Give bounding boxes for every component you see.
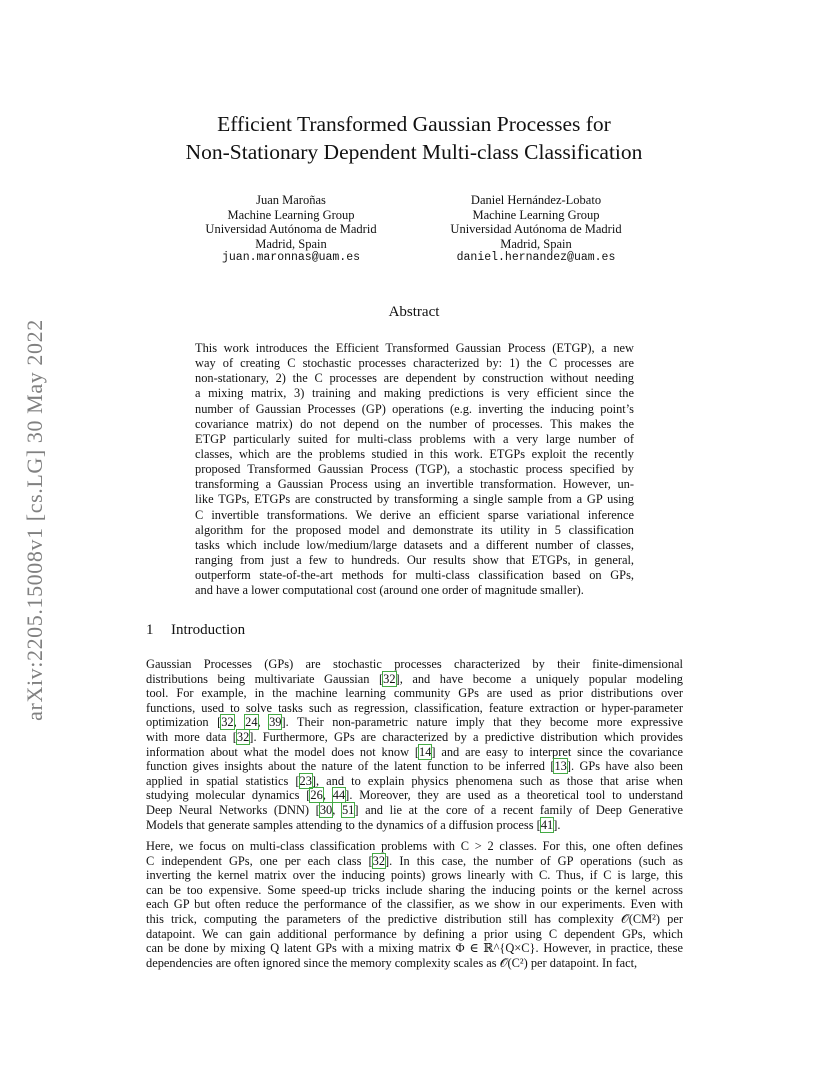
section-title: Introduction	[171, 622, 246, 638]
abstract-line: proposed Transformed Gaussian Process (TGP), a stochastic process specified by	[195, 462, 634, 477]
citation-link[interactable]: 32	[372, 853, 386, 868]
citation-link[interactable]: 32	[383, 671, 396, 686]
citation-link[interactable]: 51	[341, 802, 355, 817]
paragraph-line: tool. For example, in the machine learning community GPs are used as prior distributions over	[146, 686, 683, 701]
arxiv-side-stamp	[23, 282, 47, 758]
paragraph-line: can be done by mixing Q latent GPs with a mixing matrix Φ ∈ ℝ^{Q×C}. However, in practice, these	[146, 941, 683, 956]
author-university: Universidad Autónoma de Madrid	[450, 222, 622, 236]
paragraph-line: Here, we focus on multi-class classification problems with C > 2 classes. For this, one often defines	[146, 839, 683, 853]
author-block-2	[416, 193, 656, 266]
abstract-line: tasks which include low/medium/large datasets and a different number of classes,	[195, 537, 634, 552]
abstract-line: C invertible transformations. We derive an efficient sparse variational inference	[195, 507, 634, 522]
citation-link[interactable]: 39	[269, 715, 282, 730]
paragraph-line: applied in spatial statistics [23], and to explain physics phenomena such as those that arise when	[146, 773, 684, 788]
paragraph-line: functions, used to solve tasks such as regression, classification, feature extraction or hyper-parameter	[146, 700, 683, 715]
paragraph-line: inverting the kernel matrix over the inducing points) grows linearly with C. Thus, if C is large, this	[146, 868, 683, 883]
paragraph-line: C independent GPs, one per each class [32]. In this case, the number of GP operations (such as	[146, 853, 683, 868]
paragraph-line: with more data [32]. Furthermore, GPs are characterized by a predictive distribution which provides	[146, 729, 684, 744]
author-location: Madrid, Spain	[500, 236, 572, 251]
citation-link[interactable]: 23	[299, 773, 312, 788]
paragraph-line: Gaussian Processes (GPs) are stochastic processes characterized by their finite-dimensional	[146, 657, 683, 671]
paragraph-line: information about what the model does not know [14] and are easy to interpret since the covariance	[146, 744, 683, 759]
abstract-line: like TGPs, ETGPs are constructed by transforming a single sample from a GP using	[195, 492, 634, 507]
citation-link[interactable]: 26	[310, 788, 323, 803]
paragraph-line: function gives insights about the nature of the latent function to be inferred [13]. GPs have also been	[146, 759, 683, 774]
author-name: Juan Maroñas	[256, 193, 326, 207]
introduction-paragraph-1	[146, 657, 683, 832]
abstract-line: ETGP particularly suited for multi-class problems with a very large number of	[195, 431, 634, 446]
abstract-heading: Abstract	[388, 304, 440, 320]
paragraph-line: optimization [32, 24, 39]. Their non-parametric nature imply that they become more expressive	[146, 715, 684, 730]
abstract-line: transforming a Gaussian Process using an invertible transformation. However, un-	[195, 477, 634, 492]
paragraph-line: each GP but often reduce the performance of the classifier, as we show in our experiments. Even with	[146, 897, 683, 912]
abstract-line: number of Gaussian Processes (GP) operations (e.g. inverting the inducing point’s	[195, 401, 634, 416]
paragraph-line: dependencies are often ignored since the memory complexity scales as 𝒪(C²) per datapoint. In fact,	[146, 955, 638, 970]
citation-link[interactable]: 30	[319, 802, 333, 817]
citation-link[interactable]: 32	[236, 729, 250, 744]
abstract-line: covariance matrix) do not depend on the number of processes. This makes the	[195, 416, 634, 431]
author-group: Machine Learning Group	[472, 207, 600, 222]
section-heading	[146, 622, 245, 639]
abstract-line: non-stationary, 2) the C processes are dependent by construction without needing	[195, 371, 634, 386]
section-number: 1	[146, 622, 154, 638]
citation-link[interactable]: 14	[419, 744, 432, 759]
abstract-line: This work introduces the Efficient Transformed Gaussian Process (ETGP), a new	[195, 341, 634, 355]
abstract-line: a mixing matrix, 3) training and making predictions is very efficient since the	[195, 386, 634, 401]
paragraph-line: datapoint. We can gain additional performance by defining a prior using C dependent GPs, which	[146, 926, 683, 941]
abstract-line: outperform state-of-the-art methods for multi-class classification based on GPs,	[195, 568, 634, 583]
paragraph-line: distributions being multivariate Gaussian [32], and have become a uniquely popular modeling	[146, 671, 684, 686]
abstract-body	[195, 341, 634, 598]
paragraph-line: Models that generate samples attending to the dynamics of a diffusion process [41].	[146, 817, 561, 832]
citation-link[interactable]: 13	[554, 759, 567, 774]
arxiv-identifier: arXiv:2205.15008v1 [cs.LG] 30 May 2022	[22, 319, 48, 721]
citation-link[interactable]: 44	[332, 788, 346, 803]
title-line-2: Non-Stationary Dependent Multi-class Classification	[185, 140, 643, 164]
paper-title	[120, 110, 708, 166]
introduction-paragraph-2	[146, 839, 683, 970]
paragraph-line: Deep Neural Networks (DNN) [30, 51] and lie at the core of a recent family of Deep Generative	[146, 802, 683, 817]
abstract-line: and have a lower computational cost (around one order of magnitude smaller).	[195, 583, 584, 598]
paragraph-line: studying molecular dynamics [26, 44]. Moreover, they are used as a theoretical tool to understand	[146, 788, 683, 803]
abstract-line: classes, which are the problems studied in this work. ETGPs exploit the recently	[195, 446, 634, 461]
author-location: Madrid, Spain	[255, 236, 327, 251]
abstract-line: algorithm for the proposed model and demonstrate its utility in 5 classification	[195, 522, 634, 537]
citation-link[interactable]: 24	[245, 715, 258, 730]
author-block-1	[171, 193, 411, 266]
author-email[interactable]: daniel.hernandez@uam.es	[456, 251, 616, 264]
author-name: Daniel Hernández-Lobato	[470, 193, 602, 207]
author-email[interactable]: juan.maronnas@uam.es	[221, 251, 361, 264]
author-group: Machine Learning Group	[227, 207, 355, 222]
abstract-line: way of creating C stochastic processes characterized by: 1) the C processes are	[195, 356, 634, 371]
citation-link[interactable]: 32	[221, 715, 234, 730]
citation-link[interactable]: 41	[540, 817, 554, 832]
abstract-line: ranging from just a few to hundreds. Our results show that ETGPs, in general,	[195, 552, 634, 567]
paragraph-line: can be too expensive. Some speed-up tricks include sharing the inducing points or the kernel across	[146, 882, 683, 897]
author-university: Universidad Autónoma de Madrid	[205, 222, 377, 236]
paragraph-line: this trick, computing the parameters of the predictive distribution still has complexity 𝒪(CM²) per	[146, 911, 683, 926]
title-line-1: Efficient Transformed Gaussian Processes for	[217, 112, 611, 136]
